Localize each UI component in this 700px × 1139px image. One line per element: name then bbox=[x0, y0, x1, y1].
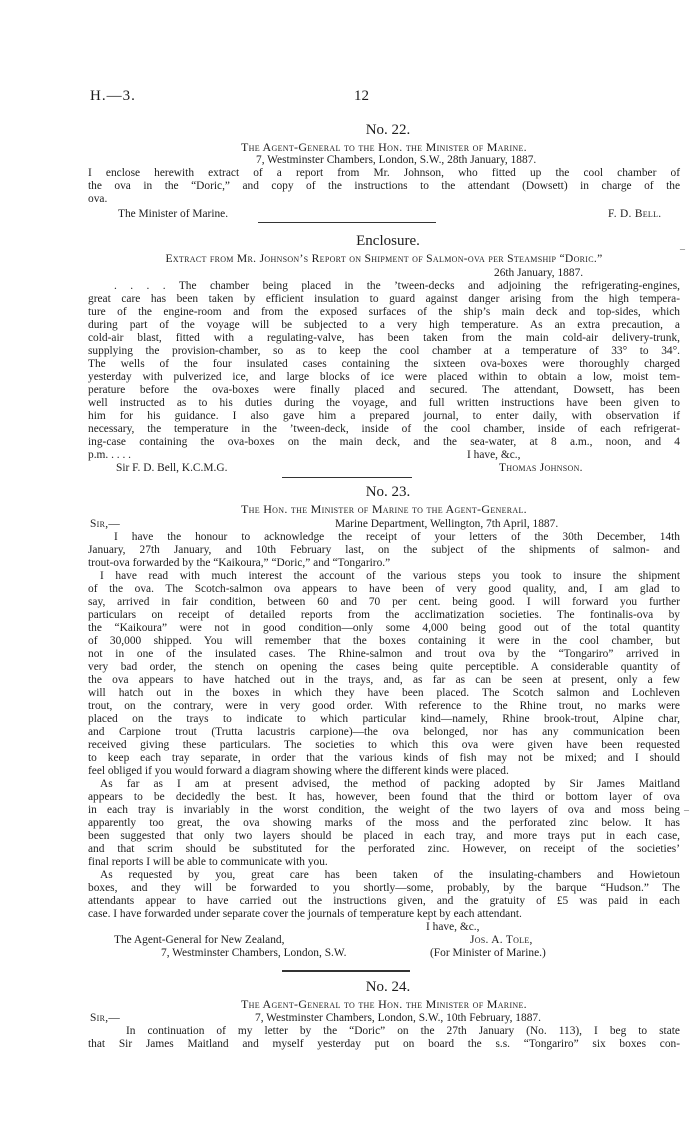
no23-p3-line-4: apparently too great, the ova showing marks of the moss and the perforated zinc below. It has bbox=[88, 817, 680, 829]
no22-dateline: 7, Westminster Chambers, London, S.W., 28th January, 1887. bbox=[256, 154, 537, 166]
no23-dateline: Marine Department, Wellington, 7th April, 1887. bbox=[335, 518, 559, 530]
no23-p2-line-7: not in one of the insulated cases. The Rhine-salmon and trout ova by the “Tongariro” arrived in bbox=[88, 648, 680, 660]
enclosure-line-13: ing-case containing the ova-boxes on the main deck, and the sea-water, at 8 a.m., noon, and 4 bbox=[88, 436, 680, 448]
enclosure-line-7: The wells of the four insulated cases containing the sixteen ova-boxes were thoroughly charged bbox=[88, 358, 680, 370]
no23-p2-line-12: placed on the trays to indicate to which particular kind—namely, Rhine brook-trout, Alpine char, bbox=[88, 713, 680, 725]
no23-p2-line-14: received giving these particulars. The societies to which this ova were given have been requested bbox=[88, 739, 680, 751]
margin-mark: – bbox=[680, 244, 685, 255]
no23-closing: I have, &c., bbox=[426, 921, 480, 933]
no23-p2-line-11: trout, on the contrary, were in very good order. With reference to the Rhine trout, no marks were bbox=[88, 700, 680, 712]
enclosure-heading: Enclosure. bbox=[356, 233, 420, 249]
no24-dateline: 7, Westminster Chambers, London, S.W., 10th February, 1887. bbox=[255, 1012, 541, 1024]
no22-line-3: ova. bbox=[88, 193, 108, 205]
no23-p2-line-16: feel obliged if you would forward a diagram showing where the different kinds were placed. bbox=[88, 765, 509, 777]
no22-line-1: I enclose herewith extract of a report from Mr. Johnson, who fitted up the cool chamber of bbox=[88, 167, 680, 179]
enclosure-title bbox=[88, 252, 680, 265]
enclosure-line-3: ture of the engine-room and from the exposed surfaces of the ship’s main deck and top-sides, which bbox=[88, 306, 680, 318]
no23-p4-line-4: case. I have forwarded under separate cover the journals of temperature kept by each attendant. bbox=[88, 908, 522, 920]
no23-signature-note: (For Minister of Marine.) bbox=[430, 947, 546, 959]
enclosure-closing: I have, &c., bbox=[467, 449, 521, 461]
no22-signature: F. D. Bell. bbox=[608, 208, 662, 220]
no23-p1-line-3: trout-ova forwarded by the “Kaikoura,” “Doric,” and “Tongariro.” bbox=[88, 557, 391, 569]
enclosure-line-2: great care has been taken by efficient insulation to guard against danger arising from the high tempera- bbox=[88, 293, 680, 305]
margin-mark: – bbox=[684, 805, 689, 816]
enclosure-line-1: . . . . The chamber being placed in the ’tween-decks and adjoining the refrigerating-engines, bbox=[114, 280, 680, 292]
no23-p3-line-7: final reports I will be able to communicate with you. bbox=[88, 856, 328, 868]
enclosure-line-9: perature before the ova-boxes were finally placed and secured. The attendant, Dowsett, has been bbox=[88, 384, 680, 396]
no23-p2-line-15: to keep each tray separate, in order that the various kinds of fish may not be mixed; and I should bbox=[88, 752, 680, 764]
enclosure-line-12: necessary, the temperature in the ’tween-deck, inside of the cool chamber, inside of each refrigerat- bbox=[88, 423, 680, 435]
no22-addressee: The Minister of Marine. bbox=[118, 208, 229, 220]
no23-addressee-line-2: 7, Westminster Chambers, London, S.W. bbox=[161, 947, 347, 959]
enclosure-line-4: during part of the voyage will be subjected to a very high temperature. As an extra precaution, a bbox=[88, 319, 680, 331]
enclosure-line-10: well instructed as to his duties during the voyage, and full written instructions have been given to bbox=[88, 397, 680, 409]
section-label: H.—3. bbox=[90, 88, 136, 104]
no23-p3-line-3: in each tray is invariably in the worst condition, the weight of the two layers of ova and moss being bbox=[88, 804, 680, 816]
no24-title: The Agent-General to the Hon. the Minister of Marine. bbox=[241, 997, 527, 1011]
enclosure-signature: Thomas Johnson. bbox=[499, 462, 583, 474]
enclosure-addressee: Sir F. D. Bell, K.C.M.G. bbox=[116, 462, 228, 474]
divider bbox=[282, 477, 412, 478]
enclosure-line-6: supplying the provision-chamber, so as to keep the cool chamber at a temperature of 33° to 34°. bbox=[88, 345, 680, 357]
no23-p2-line-10: will hatch out in the boxes in which they have been placed. The Scotch salmon and Lochleven bbox=[88, 687, 680, 699]
no22-heading: No. 22. bbox=[365, 122, 411, 138]
no23-p3-line-6: and that scrim should be substituted for the perforated zinc. However, on receipt of the societies’ bbox=[88, 843, 680, 855]
no24-line-2: that Sir James Maitland and myself yesterday put on board the s.s. “Tongariro” six boxes con- bbox=[88, 1038, 680, 1050]
no23-salutation: Sir,— bbox=[90, 518, 121, 530]
no23-p4-line-1: As requested by you, great care has been taken of the insulating-chambers and Howietoun bbox=[100, 869, 680, 881]
no23-p2-line-6: of 30,000 shipped. You will remember that the boxes containing it were in the cool chamber, but bbox=[88, 635, 680, 647]
no23-p2-line-13: and Carpione trout (Trutta lacustris carpione)—the ova belonged, nor has any communication been bbox=[88, 726, 680, 738]
enclosure-date: 26th January, 1887. bbox=[494, 267, 584, 279]
no23-p3-line-5: been suggested that only two layers should be placed in each tray, and more trays put in each case, bbox=[88, 830, 680, 842]
no23-p3-line-2: appears to be decidedly the best. It has, however, been found that the third or bottom layer of ova bbox=[88, 791, 680, 803]
no24-heading: No. 24. bbox=[365, 979, 411, 995]
no22-line-2: the ova in the “Doric,” and copy of the instructions to the attendant (Dowsett) in charge of the bbox=[88, 180, 680, 192]
no23-p2-line-9: the ova appears to have hatched out in the trays, and, as far as can be seen at present, only a few bbox=[88, 674, 680, 686]
no23-p3-line-1: As far as I am at present advised, the method of packing adopted by Sir James Maitland bbox=[100, 778, 680, 790]
divider bbox=[282, 970, 410, 972]
enclosure-line-11: him for his guidance. I also gave him a prepared journal, to enter daily, with observation if bbox=[88, 410, 680, 422]
enclosure-title-text: Extract from Mr. Johnson’s Report on Shipment of Salmon-ova per Steamship “Doric.” bbox=[165, 252, 603, 265]
no23-p2-line-4: particulars on receipt of detailed reports from the acclimatization societies. The fontinalis-ova by bbox=[88, 609, 680, 621]
no24-line-1: In continuation of my letter by the “Doric” on the 27th January (No. 113), I beg to state bbox=[126, 1025, 680, 1037]
no23-signature: Jos. A. Tole, bbox=[470, 934, 533, 946]
no22-title: The Agent-General to the Hon. the Minister of Marine. bbox=[241, 140, 527, 154]
enclosure-line-8: yesterday with pulverized ice, and large blocks of ice were placed within to obtain a low, moist tem- bbox=[88, 371, 680, 383]
no24-salutation: Sir,— bbox=[90, 1012, 121, 1024]
enclosure-line-5: cold-air blast, fitted with a regulating-valve, has been taken from the main cold-air delivery-trunk, bbox=[88, 332, 680, 344]
no23-p2-line-5: the “Kaikoura” were not in good condition—only some 4,000 being good out of the total quantity bbox=[88, 622, 680, 634]
no23-p2-line-1: I have read with much interest the account of the various steps you took to insure the shipment bbox=[100, 570, 680, 582]
no23-p4-line-2: boxes, and they will be forwarded to you shortly—some, probably, by the barque “Hudson.” The bbox=[88, 882, 680, 894]
no23-addressee-line-1: The Agent-General for New Zealand, bbox=[114, 934, 285, 946]
no23-p2-line-3: say, arrived in fair condition, between 60 and 70 per cent. being good. I will forward you further bbox=[88, 596, 680, 608]
no23-p2-line-8: very bad order, the stench on opening the cases being quite perceptible. A considerable quantity of bbox=[88, 661, 680, 673]
divider bbox=[258, 222, 436, 223]
page-number: 12 bbox=[354, 88, 369, 104]
no23-heading: No. 23. bbox=[365, 484, 411, 500]
no23-p1-line-1: I have the honour to acknowledge the receipt of your letters of the 30th December, 14th bbox=[114, 531, 680, 543]
no23-p4-line-3: attendants appear to have carried out the instructions given, and the gratuity of £5 was paid in each bbox=[88, 895, 680, 907]
no23-p2-line-2: of the ova. The Scotch-salmon ova appears to have been of very good quality, and, I am glad to bbox=[88, 583, 680, 595]
enclosure-line-14: p.m. . . . . bbox=[88, 449, 132, 461]
no23-p1-line-2: January, 27th January, and 10th February last, on the subject of the shipments of salmon- and bbox=[88, 544, 680, 556]
no23-title: The Hon. the Minister of Marine to the Agent-General. bbox=[241, 502, 527, 516]
